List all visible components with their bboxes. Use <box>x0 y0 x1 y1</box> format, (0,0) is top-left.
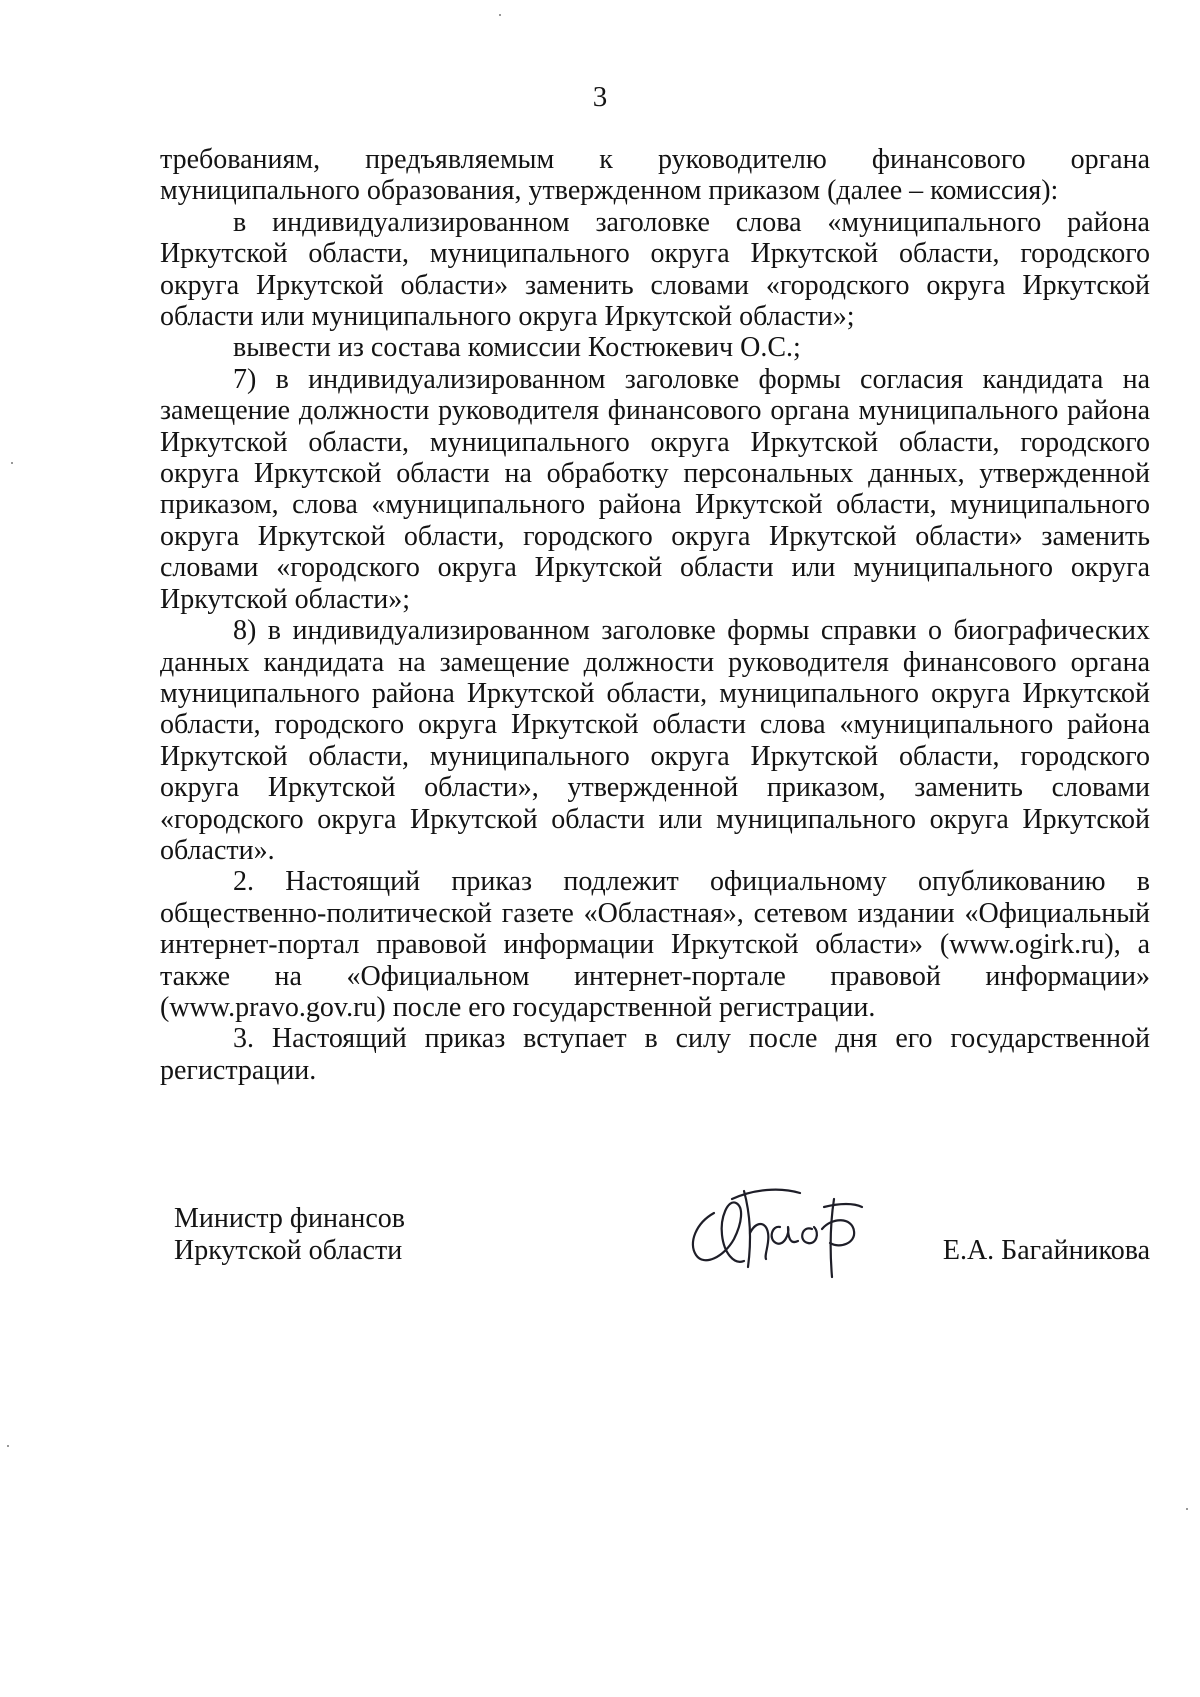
paragraph-clause-2-publication: 2. Настоящий приказ подлежит официальному опубликованию в общественно-политической газете «Областная», сетевом издании «Официальный интернет-портал правовой информации Иркутской области» (www.ogirk.ru), а также на «Официальном интернет-портале правовой информации» (www.pravo.gov.ru) после его государственной регистрации. <box>160 866 1150 1023</box>
signer-title-line-1: Министр финансов <box>174 1203 406 1234</box>
signer-title <box>174 1203 405 1267</box>
paragraph-heading-replacement: в индивидуализированном заголовке слова «муниципального района Иркутской области, муниципального округа Иркутской области, городского округа Иркутской области» заменить словами «городского округа Иркутской области или муниципального округа Иркутской области»; <box>160 206 1150 333</box>
handwritten-signature-icon <box>684 1177 884 1287</box>
page-number: 3 <box>592 81 608 113</box>
paragraph-commission-removal: вывести из состава комиссии Костюкевич О.С.; <box>233 332 801 364</box>
scan-speck <box>7 1445 9 1447</box>
paragraph-item-8: 8) в индивидуализированном заголовке формы справки о биографических данных кандидата на замещение должности руководителя финансового органа муниципального района Иркутской области, муниципального округа Иркутской области, городского округа Иркутской области слова «муниципального района Иркутской области, муниципального округа Иркутской области, городского округа Иркутской области», утвержденной приказом, заменить словами «городского округа Иркутской области или муниципального округа Иркутской области». <box>160 615 1150 866</box>
scan-speck <box>11 462 13 464</box>
signer-name: Е.А. Багайникова <box>942 1235 1150 1266</box>
scan-speck <box>499 14 501 16</box>
document-body <box>160 144 1150 1086</box>
scan-speck <box>1186 1508 1188 1510</box>
paragraph-clause-3-effective: 3. Настоящий приказ вступает в силу после дня его государственной регистрации. <box>160 1023 1150 1086</box>
signer-title-line-2: Иркутской области <box>174 1235 403 1266</box>
signature-block <box>174 1203 1150 1323</box>
paragraph-item-7: 7) в индивидуализированном заголовке формы согласия кандидата на замещение должности руководителя финансового органа муниципального района Иркутской области, муниципального округа Иркутской области, городского округа Иркутской области на обработку персональных данных, утвержденной приказом, слова «муниципального района Иркутской области, муниципального округа Иркутской области, городского округа Иркутской области» заменить словами «городского округа Иркутской области или муниципального округа Иркутской области»; <box>160 363 1150 615</box>
paragraph-commission-requirements: требованиям, предъявляемым к руководителю финансового органа муниципального образования, утвержденном приказом (далее – комиссия): <box>160 144 1150 207</box>
